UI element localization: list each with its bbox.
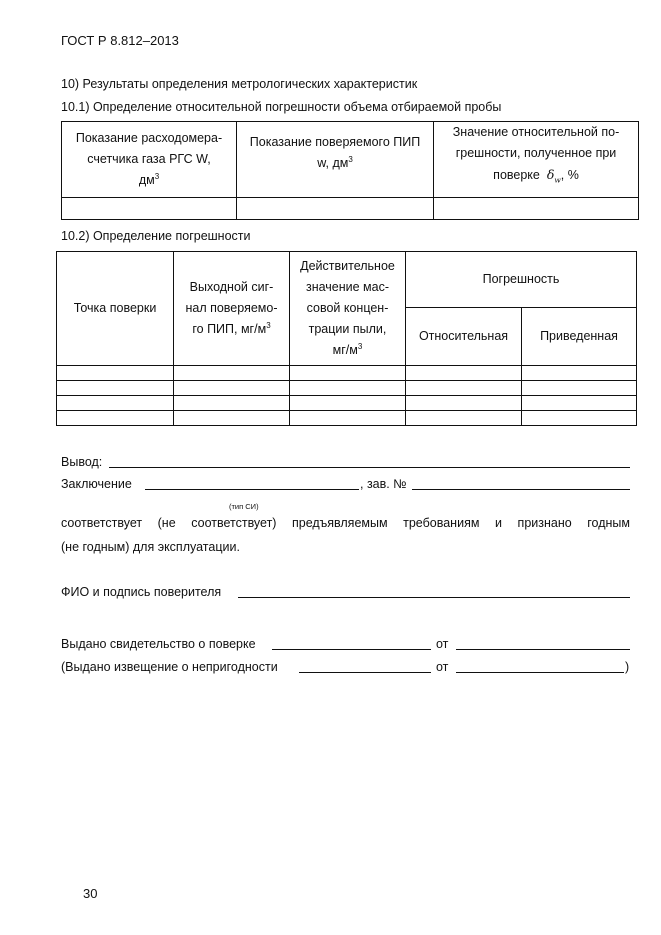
error-determination-table — [56, 251, 637, 426]
subsection-10-1-title: 10.1) Определение относительной погрешности объема отбираемой пробы — [61, 100, 502, 114]
header-output-signal: Выходной сиг- нал поверяемо- го ПИП, $мг/м^3$ — [174, 252, 290, 366]
header-check-point: Точка поверки — [57, 252, 174, 366]
unfitness-notice-number-field[interactable] — [299, 672, 431, 673]
delta-symbol: δ — [546, 167, 555, 182]
subsection-10-2-title: 10.2) Определение погрешности — [61, 229, 251, 243]
table-cell — [62, 198, 237, 220]
closing-parenthesis: ) — [625, 660, 630, 674]
verifier-signature-label: ФИО и подпись поверителя — [61, 585, 222, 599]
section-title: 10) Результаты определения метрологических характеристик — [61, 77, 418, 91]
certificate-date-field[interactable] — [456, 649, 630, 650]
table-cell — [434, 198, 639, 220]
header-relative-error: Значение относительной по- грешности, полученное при поверке $\delta_w$, % — [434, 122, 639, 198]
table-row — [57, 366, 637, 381]
page-number: 30 — [83, 886, 98, 901]
header-error-group: Погрешность — [406, 252, 637, 308]
certificate-number-field[interactable] — [272, 649, 431, 650]
serial-number-label: , зав. № — [360, 477, 407, 491]
certificate-date-label: от — [436, 637, 449, 651]
instrument-type-field[interactable] — [145, 489, 359, 490]
header-reduced: Приведенная — [522, 308, 637, 366]
header-actual-concentration: Действительное значение мас- совой концен- трации пыли, $мг/м^3$ — [290, 252, 406, 366]
table-cell — [237, 198, 434, 220]
unfitness-notice-date-label: от — [436, 660, 449, 674]
table-row — [57, 411, 637, 426]
header-relative: Относительная — [406, 308, 522, 366]
standard-header: ГОСТ Р 8.812–2013 — [61, 33, 179, 48]
conclusion-field[interactable] — [109, 467, 630, 468]
header-pip-reading: Показание поверяемого ПИП w, $дм^3$ — [237, 122, 434, 198]
compliance-statement-cont: (не годным) для эксплуатации. — [61, 540, 240, 554]
conclusion-label: Вывод: — [61, 455, 103, 469]
volume-error-table — [61, 121, 639, 220]
header-flowmeter-reading: Показание расходомера- счетчика газа РГС W, $дм^3$ — [62, 122, 237, 198]
certificate-label: Выдано свидетельство о поверке — [61, 637, 256, 651]
table-row — [57, 381, 637, 396]
table-row — [57, 396, 637, 411]
decision-label: Заключение — [61, 477, 132, 491]
instrument-type-caption: (тип СИ) — [229, 502, 259, 511]
serial-number-field[interactable] — [412, 489, 630, 490]
unfitness-notice-label: (Выдано извещение о непригодности — [61, 660, 278, 674]
compliance-statement: соответствует (не соответствует) предъявляемым требованиям и признано годным — [61, 516, 630, 530]
unfitness-notice-date-field[interactable] — [456, 672, 624, 673]
verifier-signature-field[interactable] — [238, 597, 630, 598]
